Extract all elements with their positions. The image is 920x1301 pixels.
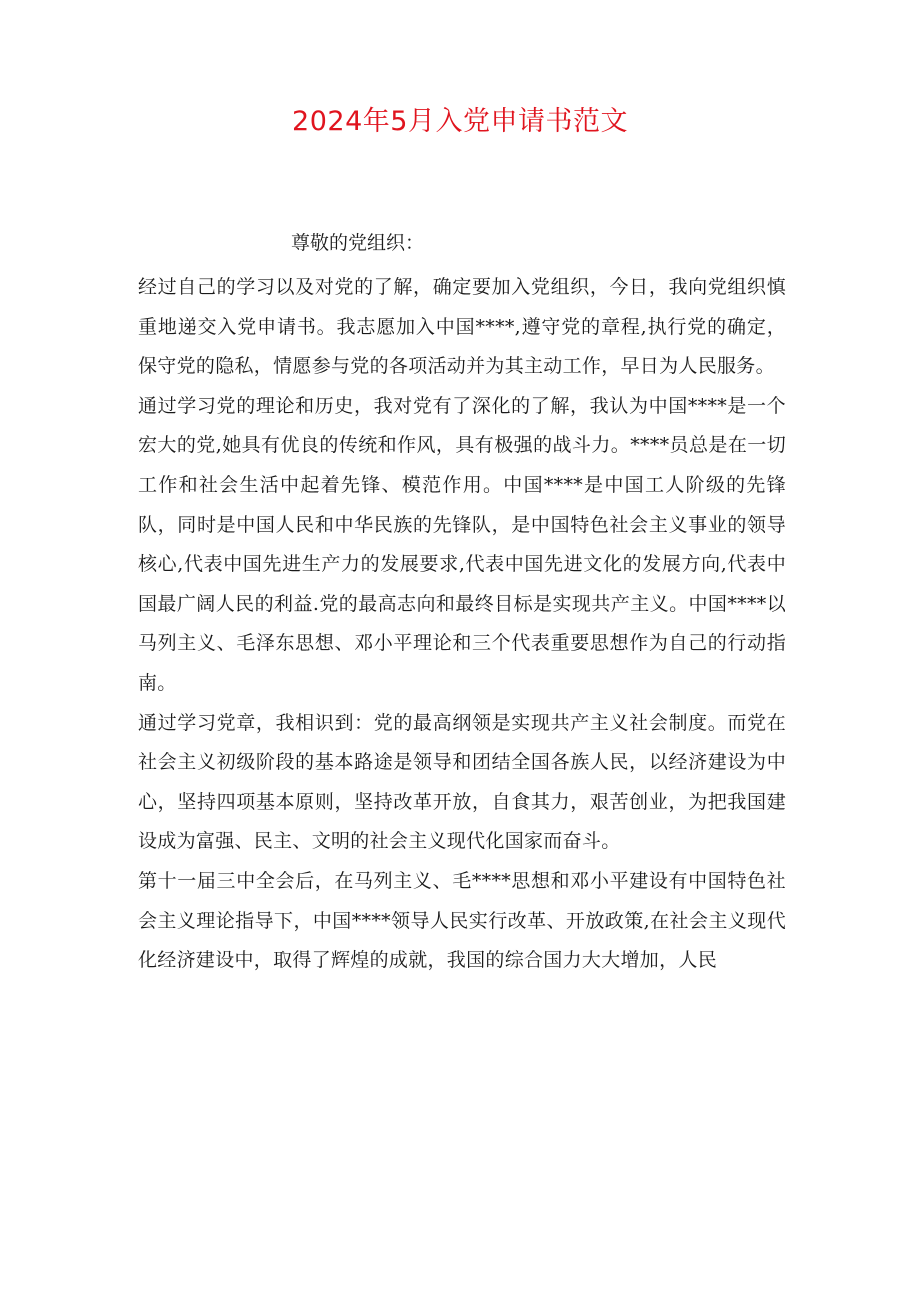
paragraph-party-understanding: 通过学习党的理论和历史，我对党有了深化的了解，我认为中国****是一个宏大的党,她具有优良的传统和作风，具有极强的战斗力。****员总是在一切工作和社会生活中起着先锋、模范作用。中国****是中国工人阶级的先锋队，同时是中国人民和中华民族的先锋队，是中国特色社会主义事业的领导核心,代表中国先进生产力的发展要求,代表中国先进文化的发展方向,代表中国最广阔人民的利益.党的最高志向和最终目标是实现共产主义。中国****以马列主义、毛泽东思想、邓小平理论和三个代表重要思想作为自己的行动指南。 — [138, 394, 786, 694]
paragraph-intent: 经过自己的学习以及对党的了解，确定要加入党组织，今日，我向党组织慎重地递交入党申请书。我志愿加入中国****,遵守党的章程,执行党的确定，保守党的隐私，情愿参与党的各项活动并为其主动工作，早日为人民服务。 — [138, 276, 786, 378]
document-body — [138, 268, 786, 981]
salutation: 尊敬的党组织： — [291, 232, 425, 254]
document-title: 2024年5月入党申请书范文 — [292, 106, 628, 137]
paragraph-reform-history: 第十一届三中全会后，在马列主义、毛****思想和邓小平建设有中国特色社会主义理论指导下，中国****领导人民实行改革、开放政策,在社会主义现代化经济建设中，取得了辉煌的成就，我国的综合国力大大增加，人民 — [138, 869, 786, 972]
paragraph-party-constitution: 通过学习党章，我相识到：党的最高纲领是实现共产主义社会制度。而党在社会主义初级阶段的基本路途是领导和团结全国各族人民，以经济建设为中心，坚持四项基本原则，坚持改革开放，自食其力，艰苦创业，为把我国建设成为富强、民主、文明的社会主义现代化国家而奋斗。 — [138, 711, 786, 853]
